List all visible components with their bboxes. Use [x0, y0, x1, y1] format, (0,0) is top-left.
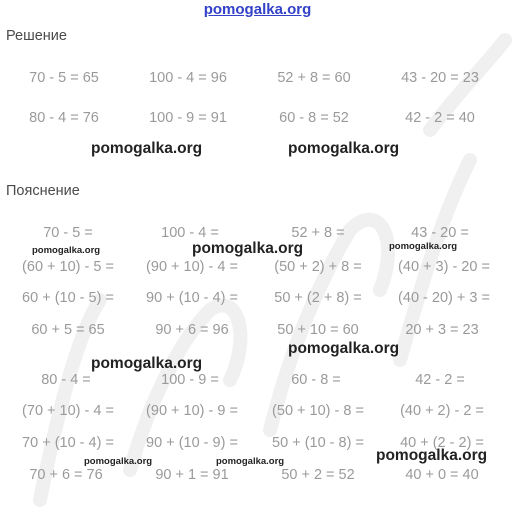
explanation-equation: 70 + (10 - 4) = [22, 435, 114, 451]
explanation-equation: (50 + 2) + 8 = [274, 259, 362, 275]
explanation-equation: 100 - 9 = [161, 372, 219, 388]
explanation-equation: (70 + 10) - 4 = [22, 403, 114, 419]
explanation-equation: (40 + 3) - 20 = [398, 259, 490, 275]
explanation-equation: 50 + (10 - 8) = [272, 435, 364, 451]
watermark-label-small: pomogalka.org [389, 241, 458, 252]
explanation-equation: 80 - 4 = [41, 372, 91, 388]
watermark-label: pomogalka.org [91, 140, 203, 157]
explanation-equation: 60 + 5 = 65 [31, 322, 105, 338]
watermark-label: pomogalka.org [91, 355, 203, 372]
solution-equation: 60 - 8 = 52 [279, 110, 349, 126]
watermark-label-small: pomogalka.org [216, 456, 285, 467]
solution-equation: 43 - 20 = 23 [401, 70, 479, 86]
watermark-label-small: pomogalka.org [32, 245, 101, 256]
explanation-equation: 100 - 4 = [161, 225, 219, 241]
explanation-equation: 50 + (2 + 8) = [274, 290, 362, 306]
explanation-equation: 20 + 3 = 23 [405, 322, 479, 338]
solution-equation: 100 - 4 = 96 [149, 70, 227, 86]
explanation-equation: 60 + (10 - 5) = [22, 290, 114, 306]
explanation-equation: 43 - 20 = [411, 225, 469, 241]
explanation-equation: (40 + 2) - 2 = [400, 403, 484, 419]
explanation-equation: 52 + 8 = [291, 225, 345, 241]
explanation-equation: 90 + (10 - 9) = [146, 435, 238, 451]
explanation-equation: (90 + 10) - 9 = [146, 403, 238, 419]
explanation-equation: (60 + 10) - 5 = [22, 259, 114, 275]
watermark-label-small: pomogalka.org [84, 456, 153, 467]
solution-heading: Решение [6, 28, 67, 44]
explanation-equation: 60 - 8 = [291, 372, 341, 388]
watermark-label: pomogalka.org [288, 140, 400, 157]
explanation-heading: Пояснение [6, 183, 80, 199]
watermark-label: pomogalka.org [376, 447, 488, 464]
explanation-equation: (40 - 20) + 3 = [398, 290, 490, 306]
explanation-equation: 40 + (2 - 2) = [400, 435, 484, 451]
solution-equation: 100 - 9 = 91 [149, 110, 227, 126]
watermark-label: pomogalka.org [288, 340, 400, 357]
site-header-link[interactable]: pomogalka.org [203, 1, 312, 18]
solution-equation: 70 - 5 = 65 [29, 70, 99, 86]
explanation-equation: 70 - 5 = [43, 225, 93, 241]
explanation-equation: 50 + 2 = 52 [281, 467, 355, 483]
explanation-equation: 70 + 6 = 76 [29, 467, 103, 483]
explanation-equation: 90 + (10 - 4) = [146, 290, 238, 306]
explanation-equation: 50 + 10 = 60 [277, 322, 359, 338]
explanation-equation: 42 - 2 = [415, 372, 465, 388]
explanation-equation: 90 + 1 = 91 [155, 467, 229, 483]
solution-equation: 42 - 2 = 40 [405, 110, 475, 126]
solution-equation: 80 - 4 = 76 [29, 110, 99, 126]
explanation-equation: (50 + 10) - 8 = [272, 403, 364, 419]
explanation-equation: 90 + 6 = 96 [155, 322, 229, 338]
explanation-equation: (90 + 10) - 4 = [146, 259, 238, 275]
solution-equation: 52 + 8 = 60 [277, 70, 351, 86]
watermark-label: pomogalka.org [192, 240, 304, 257]
explanation-equation: 40 + 0 = 40 [405, 467, 479, 483]
